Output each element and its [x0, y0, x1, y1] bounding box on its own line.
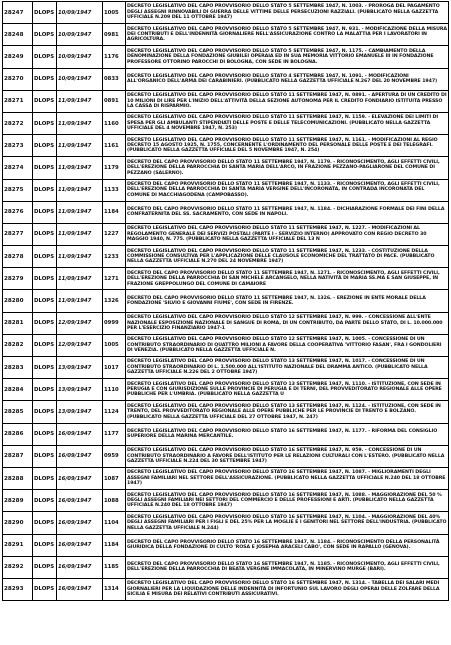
- table-body: [3, 2, 449, 601]
- act-type-cell: DLOPS: [33, 223, 57, 245]
- table-row: [3, 135, 449, 157]
- decree-description-cell: DECRETO LEGISLATIVO DEL CAPO PROVVISORIO DELLO STATO 11 SETTEMBRE 1947, N. 1227. - MODIFICAZIONI AL REGOLAMENTO GENERALE DEI SERVIZI POSTALI (PARTE I - SERVIZIO INTERNO) APPROVATO CON REGIO DECRETO 30 MAGGIO 1940, N. 775. (PUBBLICATO NELLA GAZZETTA UFFICIALE DEL 13 N: [126, 223, 449, 245]
- table-row: [3, 534, 449, 556]
- decree-description-cell: DECRETO DEL CAPO PROVVISORIO DELLO STATO 16 SETTEMBRE 1947, N. 1185. - RICONOSCIMENTO, AGLI EFFETTI CIVILI, DELL'EREZIONE DELLA PARROCCHIA DI BEATA VERGINE IMMACOLATA, IN MINERVINO MURGE (BARI).: [126, 556, 449, 578]
- record-number-cell: 28249: [3, 46, 33, 68]
- decree-description-cell: DECRETO LEGISLATIVO DEL CAPO PROVVISORIO DELLO STATO 11 SETTEMBRE 1947, N. 1233. - COSTITUZIONE DELLA COMMISSIONE CONSULTIVA PER L'APPLICAZIONE DELLE CLAUSOLE ECONOMICHE DEL TRATTATO DI PACE. (PUBBLICATO NELLA GAZZETTA UFFICIALE N.270 DEL 24 NOVEMBRE 1947): [126, 246, 449, 268]
- act-date-cell: 11/09/1947: [57, 112, 103, 134]
- act-date-cell: 16/09/1947: [57, 467, 103, 489]
- record-number-cell: 28273: [3, 135, 33, 157]
- act-date-cell: 11/09/1947: [57, 135, 103, 157]
- table-row: [3, 157, 449, 179]
- act-type-cell: DLOPS: [33, 2, 57, 24]
- decree-description-cell: DECRETO DEL CAPO PROVVISORIO DELLO STATO 11 SETTEMBRE 1947, N. 1271. - RICONOSCIMENTO, AGLI EFFETTI CIVILI, DELL'EREZIONE DELLA PARROCCHIA DI SAN MICHELE ARCANGELO, NELLA NATIVITÀ DI MARIA SS.MA E SAN GIUSEPPE, IN FRAZIONE GREPPOLUNGO DEL COMUNE DI CAMAIORE: [126, 268, 449, 290]
- act-type-cell: DLOPS: [33, 334, 57, 356]
- record-number-cell: 28271: [3, 90, 33, 112]
- record-number-cell: 28286: [3, 423, 33, 445]
- table-row: [3, 179, 449, 201]
- act-date-cell: 11/09/1947: [57, 268, 103, 290]
- act-date-cell: 16/09/1947: [57, 423, 103, 445]
- table-row: [3, 467, 449, 489]
- record-number-cell: 28288: [3, 467, 33, 489]
- page-number-cell: 0833: [103, 68, 126, 90]
- act-date-cell: 11/09/1947: [57, 90, 103, 112]
- act-type-cell: DLOPS: [33, 179, 57, 201]
- table-row: [3, 246, 449, 268]
- act-date-cell: 12/09/1947: [57, 312, 103, 334]
- table-row: [3, 2, 449, 24]
- act-date-cell: 11/09/1947: [57, 157, 103, 179]
- act-date-cell: 10/09/1947: [57, 24, 103, 46]
- act-type-cell: DLOPS: [33, 157, 57, 179]
- decree-description-cell: DECRETO DEL CAPO PROVVISORIO DELLO STATO 16 SETTEMBRE 1947, N. 1184. - RICONOSCIMENTO DELLA PERSONALITÀ GIURIDICA DELLA FONDAZIONE DI CULTO 'ROSA E JOSEPHA ARACELI CABO', CON SEDE IN RAPALLO (GENOVA).: [126, 534, 449, 556]
- page-number-cell: 1271: [103, 268, 126, 290]
- table-row: [3, 445, 449, 467]
- decree-description-cell: DECRETO LEGISLATIVO DEL CAPO PROVVISORIO DELLO STATO 16 SETTEMBRE 1947, N. 1177. - RIFORMA DEL CONSIGLIO SUPERIORE DELLA MARINA MERCANTILE.: [126, 423, 449, 445]
- act-date-cell: 11/09/1947: [57, 246, 103, 268]
- table-row: [3, 556, 449, 578]
- decree-description-cell: DECRETO DEL CAPO PROVVISORIO DELLO STATO 11 SETTEMBRE 1947, N. 1184. - DICHIARAZIONE FORMALE DEI FINI DELLA CONFRATERNITA DEL SS. SACRAMENTO, CON SEDE IN NAPOLI.: [126, 201, 449, 223]
- table-row: [3, 490, 449, 512]
- table-row: [3, 290, 449, 312]
- act-type-cell: DLOPS: [33, 379, 57, 401]
- act-type-cell: DLOPS: [33, 401, 57, 423]
- act-date-cell: 11/09/1947: [57, 223, 103, 245]
- decree-description-cell: DECRETO DEL CAPO PROVVISORIO DELLO STATO 11 SETTEMBRE 1947, N. 1179. - RICONOSCIMENTO, AGLI EFFETTI CIVILI, DELL'EREZIONE DELLA PARROCCHIA DI SANTA MARIA DELL'ARCO, IN FRAZIONE PEZZANO-PAGLIARONE DEL COMUNE DI PEZZANO (SALERNO).: [126, 157, 449, 179]
- act-type-cell: DLOPS: [33, 24, 57, 46]
- page-number-cell: 0891: [103, 90, 126, 112]
- page-number-cell: 1124: [103, 401, 126, 423]
- record-number-cell: 28277: [3, 223, 33, 245]
- page-number-cell: 1184: [103, 201, 126, 223]
- decree-description-cell: DECRETO LEGISLATIVO DEL CAPO PROVVISORIO DELLO STATO 12 SETTEMBRE 1947, N. 999. - CONCESSIONE ALL'ENTE NAZIONALE ESPOSIZIONE NAZIONALE DI SANGUE DI ROMA, DI UN CONTRIBUTO, DA PARTE DELLO STATO, DI L. 10.000.000 PER L'ESERCIZIO FINANZIARIO 1947-1: [126, 312, 449, 334]
- page-number-cell: 1227: [103, 223, 126, 245]
- page-number-cell: 0959: [103, 445, 126, 467]
- page-number-cell: 1179: [103, 157, 126, 179]
- act-date-cell: 16/09/1947: [57, 490, 103, 512]
- page-number-cell: 1161: [103, 135, 126, 157]
- act-date-cell: 13/09/1947: [57, 357, 103, 379]
- act-date-cell: 11/09/1947: [57, 179, 103, 201]
- act-type-cell: DLOPS: [33, 578, 57, 600]
- decree-description-cell: DECRETO LEGISLATIVO DEL CAPO PROVVISORIO DELLO STATO 16 SETTEMBRE 1947, N. 1314. - TABELLA DEI SALARI MEDI GIORNALIERI PER LA LIQUIDAZIONE DELLE INDENNITÀ DI INFORTUNIO SUL LAVORO DEGLI OPERAI DELLE ZOLFARE DELLA SICILIA E MISURA DEI RELATIVI CONTRIBUTI ASSICURATIVI.: [126, 578, 449, 600]
- act-type-cell: DLOPS: [33, 135, 57, 157]
- table-row: [3, 268, 449, 290]
- decree-description-cell: DECRETO LEGISLATIVO DEL CAPO PROVVISORIO DELLO STATO 16 SETTEMBRE 1947, N. 1088. - MAGGIORAZIONE DEL 50 % DEGLI ASSEGNI FAMILIARI NEI SETTORI DEL COMMERCIO E DELLE PROFESSIONI E ARTI. (PUBBLICATO NELLA GAZZETTA UFFICIALE N.240 DEL 18 OTTOBRE 1947): [126, 490, 449, 512]
- act-date-cell: 10/09/1947: [57, 46, 103, 68]
- decree-description-cell: DECRETO LEGISLATIVO DEL CAPO PROVVISORIO DELLO STATO 5 SETTEMBRE 1947, N. 931. - MODIFICAZIONE DELLA MISURA DEI CONTRIBUTI E DELL'INDENNITÀ GIORNALIERE NELL'ASSICURAZIONE CONTRO LA MALATTIA PER I LAVORATORI IN AGRICOLTURA.: [126, 24, 449, 46]
- act-type-cell: DLOPS: [33, 467, 57, 489]
- act-type-cell: DLOPS: [33, 46, 57, 68]
- table-row: [3, 423, 449, 445]
- table-row: [3, 223, 449, 245]
- table-row: [3, 112, 449, 134]
- record-number-cell: 28248: [3, 24, 33, 46]
- table-row: [3, 24, 449, 46]
- decree-register-table: [2, 1, 449, 601]
- decree-description-cell: DECRETO LEGISLATIVO DEL CAPO PROVVISORIO DELLO STATO 16 SETTEMBRE 1947, N. 1087. - MIGLIORAMENTI DEGLI ASSEGNI FAMILIARI NEL SETTORE DELL'ASSICURAZIONE. (PUBBLICATO NELLA GAZZETTA UFFICIALE N.240 DEL 18 OTTOBRE 1947): [126, 467, 449, 489]
- record-number-cell: 28292: [3, 556, 33, 578]
- record-number-cell: 28281: [3, 312, 33, 334]
- record-number-cell: 28282: [3, 334, 33, 356]
- decree-description-cell: DECRETO LEGISLATIVO DEL CAPO PROVVISORIO DELLO STATO 16 SETTEMBRE 1947, N. 959. - CONCESSIONE DI UN CONTRIBUTO STRAORDINARIO A FAVORE DELL'ISTITUTO PER LE RELAZIONI CULTURALI CON L'ESTERO. (PUBBLICATO NELLA GAZZETTA UFFICIALE N.224 DEL 30 SETTEMBRE 1947): [126, 445, 449, 467]
- table-row: [3, 201, 449, 223]
- decree-description-cell: DECRETO LEGISLATIVO DEL CAPO PROVVISORIO DELLO STATO 13 SETTEMBRE 1947, N. 1110. - ISTITUZIONE, CON SEDE IN PERUGIA E CON GIURISDIZIONE SULLE PROVINCIE DI PERUGIA E DI TERNI, DEL PROVVEDITORATO REGIONALE ALLE OPERE PUBBLICHE PER L'UMBRIA. (PUBBLICATO NELLA GAZZETTA U: [126, 379, 449, 401]
- record-number-cell: 28275: [3, 179, 33, 201]
- table-row: [3, 312, 449, 334]
- page-number-cell: 1087: [103, 467, 126, 489]
- act-type-cell: DLOPS: [33, 312, 57, 334]
- act-type-cell: DLOPS: [33, 357, 57, 379]
- act-type-cell: DLOPS: [33, 246, 57, 268]
- act-date-cell: 16/09/1947: [57, 534, 103, 556]
- table-row: [3, 68, 449, 90]
- page-number-cell: 1176: [103, 46, 126, 68]
- record-number-cell: 28284: [3, 379, 33, 401]
- page-number-cell: 1160: [103, 112, 126, 134]
- act-type-cell: DLOPS: [33, 90, 57, 112]
- record-number-cell: 28270: [3, 68, 33, 90]
- page-number-cell: 1104: [103, 512, 126, 534]
- act-type-cell: DLOPS: [33, 201, 57, 223]
- page-number-cell: 0981: [103, 24, 126, 46]
- table-row: [3, 357, 449, 379]
- page-number-cell: 1110: [103, 379, 126, 401]
- decree-description-cell: DECRETO LEGISLATIVO DEL CAPO PROVVISORIO DELLO STATO 11 SETTEMBRE 1947, N. 1161. - MODIFICAZIONI AL REGIO DECRETO 15 AGOSTO 1925, N. 1755, CONCERNENTE L'ORDINAMENTO DEL PERSONALE DELLE POSTE E DEI TELEGRAFI. (PUBBLICATO NELLA GAZZETTA UFFICIALE DEL 5 NOVEMBRE 1947, N. 254): [126, 135, 449, 157]
- act-type-cell: DLOPS: [33, 490, 57, 512]
- record-number-cell: 28287: [3, 445, 33, 467]
- page-number-cell: 1005: [103, 2, 126, 24]
- act-type-cell: DLOPS: [33, 68, 57, 90]
- record-number-cell: 28289: [3, 490, 33, 512]
- act-type-cell: DLOPS: [33, 290, 57, 312]
- table-row: [3, 334, 449, 356]
- decree-description-cell: DECRETO LEGISLATIVO DEL CAPO PROVVISORIO DELLO STATO 13 SETTEMBRE 1947, N. 1124. - ISTITUZIONE, CON SEDE IN TRENTO, DEL PROVVEDITORATO REGIONALE ALLE OPERE PUBBLICHE PER LE PROVINCIE DI TRENTO E BOLZANO. (PUBBLICATO NELLA GAZZETTA UFFICIALE DEL 27 OTTOBRE 1947, N. 247): [126, 401, 449, 423]
- act-type-cell: DLOPS: [33, 512, 57, 534]
- page-number-cell: 0999: [103, 312, 126, 334]
- act-date-cell: 11/09/1947: [57, 290, 103, 312]
- record-number-cell: 28274: [3, 157, 33, 179]
- record-number-cell: 28285: [3, 401, 33, 423]
- record-number-cell: 28293: [3, 578, 33, 600]
- decree-description-cell: DECRETO LEGISLATIVO DEL CAPO PROVVISORIO DELLO STATO 12 SETTEMBRE 1947, N. 1005. - CONCESSIONE DI UN CONTRIBUTO STRAORDINARIO DI QUATTRO MILIONI A FAVORE DELLA COOPERATIVA 'VITTORIO FASAN', FRA I GONDOLIERI DI VENEZIA. (PUBBLICATO NELLA GAZZETTA UFFICIALE N.: [126, 334, 449, 356]
- page-number-cell: 1185: [103, 556, 126, 578]
- act-type-cell: DLOPS: [33, 423, 57, 445]
- page-number-cell: 1326: [103, 290, 126, 312]
- record-number-cell: 28276: [3, 201, 33, 223]
- record-number-cell: 28290: [3, 512, 33, 534]
- act-date-cell: 10/09/1947: [57, 2, 103, 24]
- decree-description-cell: DECRETO LEGISLATIVO DEL CAPO PROVVISORIO DELLO STATO 4 SETTEMBRE 1947, N. 1091. - MODIFICAZIONI ALL'ORGANICO DELL'ARMA DEI CARABINIERI. (PUBBLICATO NELLA GAZZETTA UFFICIALE N.267 DEL 20 NOVEMBRE 1947): [126, 68, 449, 90]
- record-number-cell: 28247: [3, 2, 33, 24]
- table-row: [3, 90, 449, 112]
- decree-description-cell: DECRETO DEL CAPO PROVVISORIO DELLO STATO 11 SETTEMBRE 1947, N. 1133. - RICONOSCIMENTO, AGLI EFFETTI CIVILI, DELL'EREZIONE DELLA PARROCCHIA DI SANTA MARIA VERGINE DELL'INCORONATA, IN CONTRADA INCORONATA DEL COMUNE DI MACCHIAGODENA (CAMPOBASSO).: [126, 179, 449, 201]
- decree-description-cell: DECRETO LEGISLATIVO DEL CAPO PROVVISORIO DELLO STATO 5 SETTEMBRE 1947, N. 1175. - CAMBIAMENTO DELLA DENOMINAZIONE DELLA FONDAZIONE GIUBILEI OPERAIA ED IN SUA MEMORIA VITTORIO EMANUELE III IN FONDAZIONE PROFESSORE OTTORINO PAROCCHI DI BOLOGNA, CON SEDE IN BOLOGNA.: [126, 46, 449, 68]
- table-row: [3, 401, 449, 423]
- page-number-cell: 1088: [103, 490, 126, 512]
- table-row: [3, 512, 449, 534]
- act-date-cell: 13/09/1947: [57, 401, 103, 423]
- act-type-cell: DLOPS: [33, 268, 57, 290]
- act-type-cell: DLOPS: [33, 445, 57, 467]
- act-date-cell: 13/09/1947: [57, 379, 103, 401]
- act-type-cell: DLOPS: [33, 556, 57, 578]
- decree-description-cell: DECRETO LEGISLATIVO DEL CAPO PROVVISORIO DELLO STATO 13 SETTEMBRE 1947, N. 1017. - CONCESSIONE DI UN CONTRIBUTO STRAORDINARIO DI L. 1.500.000 ALL'ISTITUTO NAZIONALE DEL DRAMMA ANTICO. (PUBBLICATO NELLA GAZZETTA UFFICIALE N.226 DEL 2 OTTOBRE 1947): [126, 357, 449, 379]
- record-number-cell: 28280: [3, 290, 33, 312]
- act-date-cell: 10/09/1947: [57, 68, 103, 90]
- act-type-cell: DLOPS: [33, 534, 57, 556]
- act-type-cell: DLOPS: [33, 112, 57, 134]
- act-date-cell: 12/09/1947: [57, 334, 103, 356]
- record-number-cell: 28278: [3, 246, 33, 268]
- act-date-cell: 16/09/1947: [57, 445, 103, 467]
- decree-description-cell: DECRETO LEGISLATIVO DEL CAPO PROVVISORIO DELLO STATO 16 SETTEMBRE 1947, N. 1104. - MAGGIORAZIONE DEL 40% DEGLI ASSEGNI FAMILIARI PER I FIGLI E DEL 25% PER LA MOGLIE E I GENITORI NEL SETTORE DELL'INDUSTRIA. (PUBBLICATO NELLA GAZZETTA UFFICIALE N.244): [126, 512, 449, 534]
- page-number-cell: 1177: [103, 423, 126, 445]
- record-number-cell: 28279: [3, 268, 33, 290]
- page-number-cell: 1233: [103, 246, 126, 268]
- page-number-cell: 1017: [103, 357, 126, 379]
- page-number-cell: 1184: [103, 534, 126, 556]
- act-date-cell: 11/09/1947: [57, 201, 103, 223]
- record-number-cell: 28291: [3, 534, 33, 556]
- table-row: [3, 379, 449, 401]
- act-date-cell: 16/09/1947: [57, 512, 103, 534]
- record-number-cell: 28272: [3, 112, 33, 134]
- table-row: [3, 46, 449, 68]
- act-date-cell: 16/09/1947: [57, 556, 103, 578]
- page-number-cell: 1005: [103, 334, 126, 356]
- page-number-cell: 1314: [103, 578, 126, 600]
- page-number-cell: 1133: [103, 179, 126, 201]
- decree-description-cell: DECRETO LEGISLATIVO DEL CAPO PROVVISORIO DELLO STATO 5 SETTEMBRE 1947, N. 1003. - PROROGA DEL PAGAMENTO DEGLI ASSEGNI RINNOVABILI DI GUERRA DELLE VITTIME DELLE PERSECUZIONI RAZZIALI. (PUBBLICATO NELLA GAZZETTA UFFICIALE N.209 DEL 11 OTTOBRE 1947): [126, 2, 449, 24]
- record-number-cell: 28283: [3, 357, 33, 379]
- table-row: [3, 578, 449, 600]
- act-date-cell: 16/09/1947: [57, 578, 103, 600]
- decree-description-cell: DECRETO LEGISLATIVO DEL CAPO PROVVISORIO DELLO STATO 11 SETTEMBRE 1947, N. 0891. - APERTURA DI UN CREDITO DI 10 MILIONI DI LIRE PER L'INIZIO DELL'ATTIVITÀ DELLA SEZIONE AUTONOMA PER IL CREDITO FONDIARIO ISTITUITA PRESSO LA CASSA DI RISPARMIO.: [126, 90, 449, 112]
- decree-description-cell: DECRETO LEGISLATIVO DEL CAPO PROVVISORIO DELLO STATO 11 SETTEMBRE 1947, N. 1159. - ELEVAZIONE DEI LIMITI DI SPESA PER GLI AMBULANTI STIPENDIATI DELLE POSTE E DELLE TELECOMUNICAZIONI. (PUBBLICATO NELLA GAZZETTA UFFICIALE DEL 4 NOVEMBRE 1947, N. 253): [126, 112, 449, 134]
- decree-description-cell: DECRETO DEL CAPO PROVVISORIO DELLO STATO 11 SETTEMBRE 1947, N. 1326. - EREZIONE IN ENTE MORALE DELLA FONDAZIONE 'SILVIO E GIOVANNI FIUME', CON SEDE IN FIRENZE.: [126, 290, 449, 312]
